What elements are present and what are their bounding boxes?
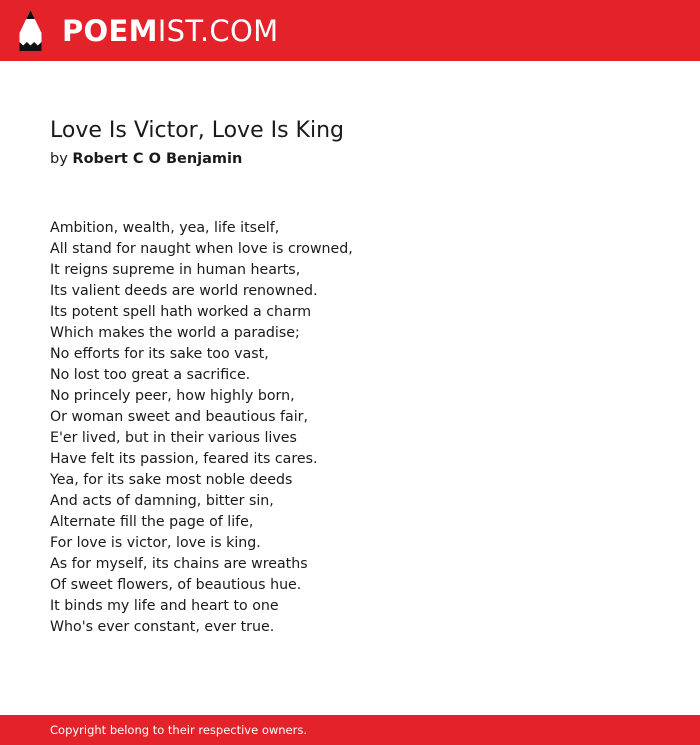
poem-line: E'er lived, but in their various lives xyxy=(50,430,297,446)
poem-line: Which makes the world a paradise; xyxy=(50,325,300,341)
poem-line: Have felt its passion, feared its cares. xyxy=(50,451,318,467)
poem-line: It binds my life and heart to one xyxy=(50,598,279,614)
logo-text-bold: POEM xyxy=(62,14,158,48)
site-header xyxy=(0,0,700,61)
site-logo-link[interactable] xyxy=(18,10,278,52)
poem-line: Who's ever constant, ever true. xyxy=(50,619,275,635)
poem-line: As for myself, its chains are wreaths xyxy=(50,556,308,572)
poem-line: For love is victor, love is king. xyxy=(50,535,261,551)
poem-line: Its potent spell hath worked a charm xyxy=(50,304,312,320)
poem-title: Love Is Victor, Love Is King xyxy=(50,118,344,143)
site-footer xyxy=(0,715,700,745)
poem-line: All stand for naught when love is crowned, xyxy=(50,241,353,257)
author-link[interactable]: Robert C O Benjamin xyxy=(72,151,243,167)
copyright-text: Copyright belong to their respective owners. xyxy=(50,723,308,737)
poem-line: No lost too great a sacrifice. xyxy=(50,367,251,383)
poem-line: And acts of damning, bitter sin, xyxy=(50,493,274,509)
poem-line: Or woman sweet and beautious fair, xyxy=(50,409,309,425)
poem-byline xyxy=(50,148,242,170)
poem-line: It reigns supreme in human hearts, xyxy=(50,262,301,278)
by-label: by xyxy=(50,151,68,167)
poem-line: Alternate fill the page of life, xyxy=(50,514,254,530)
poem-line: Its valient deeds are world renowned. xyxy=(50,283,318,299)
logo-text-light: IST.COM xyxy=(157,14,279,48)
poem-line: No princely peer, how highly born, xyxy=(50,388,295,404)
poem-line: Yea, for its sake most noble deeds xyxy=(50,472,293,488)
poem-line: No efforts for its sake too vast, xyxy=(50,346,269,362)
poem-body xyxy=(50,218,353,638)
poem-line: Ambition, wealth, yea, life itself, xyxy=(50,220,280,236)
pencil-icon xyxy=(18,10,43,52)
poem-line: Of sweet flowers, of beautious hue. xyxy=(50,577,302,593)
site-logo-text xyxy=(62,10,278,52)
